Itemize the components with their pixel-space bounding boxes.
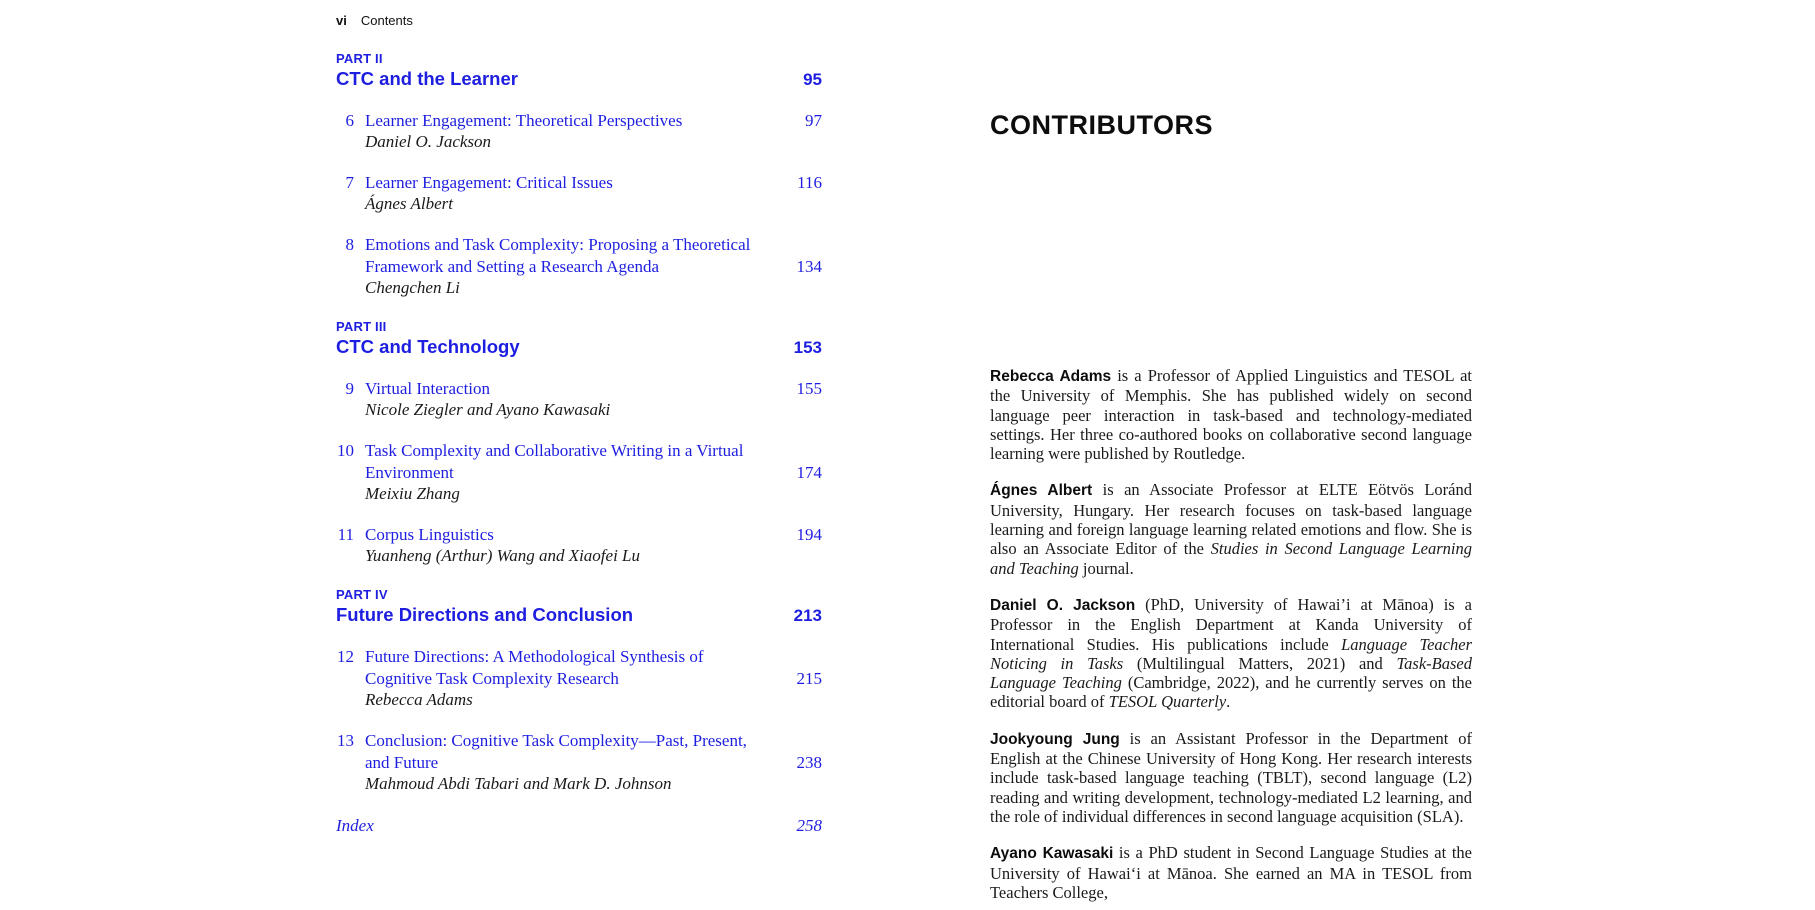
part-title[interactable]: CTC and the Learner [336,68,518,89]
chapter-authors: Daniel O. Jackson [365,132,492,151]
chapter-number: 10 [337,441,354,460]
chapter-title[interactable] [365,730,789,774]
chapter-title-line[interactable]: Future Directions: A Methodological Synthesis of [365,647,704,666]
chapter-authors: Nicole Ziegler and Ayano Kawasaki [365,400,611,419]
chapter-number: 11 [337,525,354,544]
page-folio: vi [336,13,347,28]
chapter-row [336,234,822,278]
toc-index-row [336,816,822,836]
chapter-title-line[interactable]: Virtual Interaction [365,379,491,398]
chapter-title[interactable] [365,110,797,132]
contributor-name: Jookyoung Jung [990,730,1120,748]
chapter-number: 6 [345,111,354,130]
chapter-page-number[interactable]: 215 [796,669,822,688]
chapter-page-number[interactable]: 155 [796,379,822,398]
chapter-number: 12 [337,647,354,666]
contributor-text: is an Associate Professor at ELTE Eötvös Loránd University, Hungary. Her research focuses on task-based language learning and foreign language learning related emotions and flow. She is also an Associate Editor of the [990,480,1472,559]
chapter-row [336,378,822,400]
part-page-number[interactable]: 95 [803,70,822,89]
chapter-page-number[interactable]: 238 [796,753,822,772]
contributors-list [990,366,1472,910]
part-label: PART IV [336,587,388,602]
toc-chapter [336,524,822,566]
contributor-text: (Multilingual Matters, 2021) and [1123,653,1397,673]
contributor-text: . [1226,692,1231,712]
chapter-row [336,110,822,132]
part-title[interactable]: CTC and Technology [336,336,520,357]
contents-page [336,12,822,836]
contributor-text: is a PhD student in Second Language Studies at the University of Hawaiʻi at Mānoa. She earned an MA in TESOL from Teachers College, [990,843,1472,902]
chapter-row [336,524,822,546]
toc-chapter [336,110,822,152]
chapter-title-line[interactable]: Task Complexity and Collaborative Writing in a Virtual [365,441,744,460]
chapter-authors: Rebecca Adams [365,690,473,709]
chapter-page-number[interactable]: 97 [805,111,822,130]
part-title-row [336,68,822,90]
contributor-text: (Cambridge, 2022), and he currently serves on the editorial board of [990,673,1472,712]
chapter-page-number[interactable]: 194 [796,525,822,544]
index-link[interactable]: Index [336,816,374,835]
contributor-name: Ágnes Albert [990,482,1093,500]
chapter-title[interactable] [365,172,789,194]
part-page-number[interactable]: 153 [793,338,822,357]
chapter-page-number[interactable]: 116 [797,173,822,192]
toc-chapter [336,730,822,794]
chapter-row [336,172,822,194]
toc-part [336,51,822,298]
chapter-title[interactable] [365,524,789,546]
chapter-number: 13 [337,731,354,750]
contributor-entry [990,366,1472,463]
contributor-name: Rebecca Adams [990,368,1112,385]
part-title-row [336,336,822,358]
chapter-title-line[interactable]: Corpus Linguistics [365,525,494,544]
contributor-text: is an Assistant Professor in the Department of English at the Chinese University of Hong Kong. Her research interests include task-based language teaching (TBLT), second language (L2) reading and writing development, technology-mediated L2 learning, and the role of individual differences in second language acquisition (SLA). [990,728,1472,826]
toc-chapter [336,172,822,214]
chapter-title-line[interactable]: Learner Engagement: Theoretical Perspectives [365,111,683,130]
chapter-authors: Chengchen Li [365,278,460,297]
part-title-row [336,604,822,626]
chapter-row [336,646,822,690]
toc-chapter [336,440,822,504]
chapter-number: 8 [345,235,354,254]
contributor-name: Daniel O. Jackson [990,596,1136,614]
contributor-entry [990,595,1472,712]
chapter-authors: Meixiu Zhang [365,484,460,503]
contributor-text: Task-Based Language Teaching [990,653,1472,693]
running-head [336,12,822,30]
table-of-contents [336,51,822,794]
toc-chapter [336,378,822,420]
toc-part [336,587,822,794]
chapter-page-number[interactable]: 174 [796,463,822,482]
toc-part [336,319,822,566]
contributor-entry [990,843,1472,902]
part-title[interactable]: Future Directions and Conclusion [336,604,634,625]
chapter-authors: Ágnes Albert [365,194,453,213]
running-head-title: Contents [360,13,413,28]
chapter-page-number[interactable]: 134 [796,257,822,276]
contributor-text: TESOL Quarterly [1108,692,1227,712]
chapter-authors: Mahmoud Abdi Tabari and Mark D. Johnson [365,774,672,793]
chapter-title-line[interactable]: Emotions and Task Complexity: Proposing a Theoretical [365,235,751,254]
chapter-number: 7 [345,173,354,192]
part-label: PART III [336,319,387,334]
chapter-title-line[interactable]: and Future [365,753,439,772]
chapter-title[interactable] [365,234,789,278]
contributor-name: Ayano Kawasaki [990,845,1114,863]
index-page-number[interactable]: 258 [796,816,822,835]
chapter-title[interactable] [365,440,789,484]
contributor-entry [990,729,1472,826]
chapter-title[interactable] [365,646,789,690]
chapter-title-line[interactable]: Environment [365,463,454,482]
toc-chapter [336,234,822,298]
contributor-text: Studies in Second Language Learning and Teaching [990,539,1472,578]
chapter-title[interactable] [365,378,789,400]
part-label: PART II [336,51,383,66]
chapter-title-line[interactable]: Learner Engagement: Critical Issues [365,173,613,192]
chapter-number: 9 [345,379,354,398]
chapter-title-line[interactable]: Framework and Setting a Research Agenda [365,257,660,276]
toc-chapter [336,646,822,710]
chapter-row [336,730,822,774]
part-page-number[interactable]: 213 [793,606,822,625]
contributor-text: (PhD, University of Hawai’i at Mānoa) is a Professor in the English Department at Kanda University of International Studies. His publications include [990,594,1472,654]
chapter-authors: Yuanheng (Arthur) Wang and Xiaofei Lu [365,546,641,565]
contributor-text: Language Teacher Noticing in Tasks [990,634,1472,673]
chapter-row [336,440,822,484]
contributor-text: journal. [1078,558,1134,578]
contributors-heading: CONTRIBUTORS [990,110,1214,140]
chapter-title-line[interactable]: Conclusion: Cognitive Task Complexity—Past, Present, [365,731,747,750]
contributor-entry [990,480,1472,577]
contributor-text: is a Professor of Applied Linguistics and TESOL at the University of Memphis. She has published widely on second language peer interaction in task-based and technology-mediated settings. Her three co-authored books on collaborative second language learning were published by Routledge. [990,366,1472,464]
chapter-title-line[interactable]: Cognitive Task Complexity Research [365,669,619,688]
